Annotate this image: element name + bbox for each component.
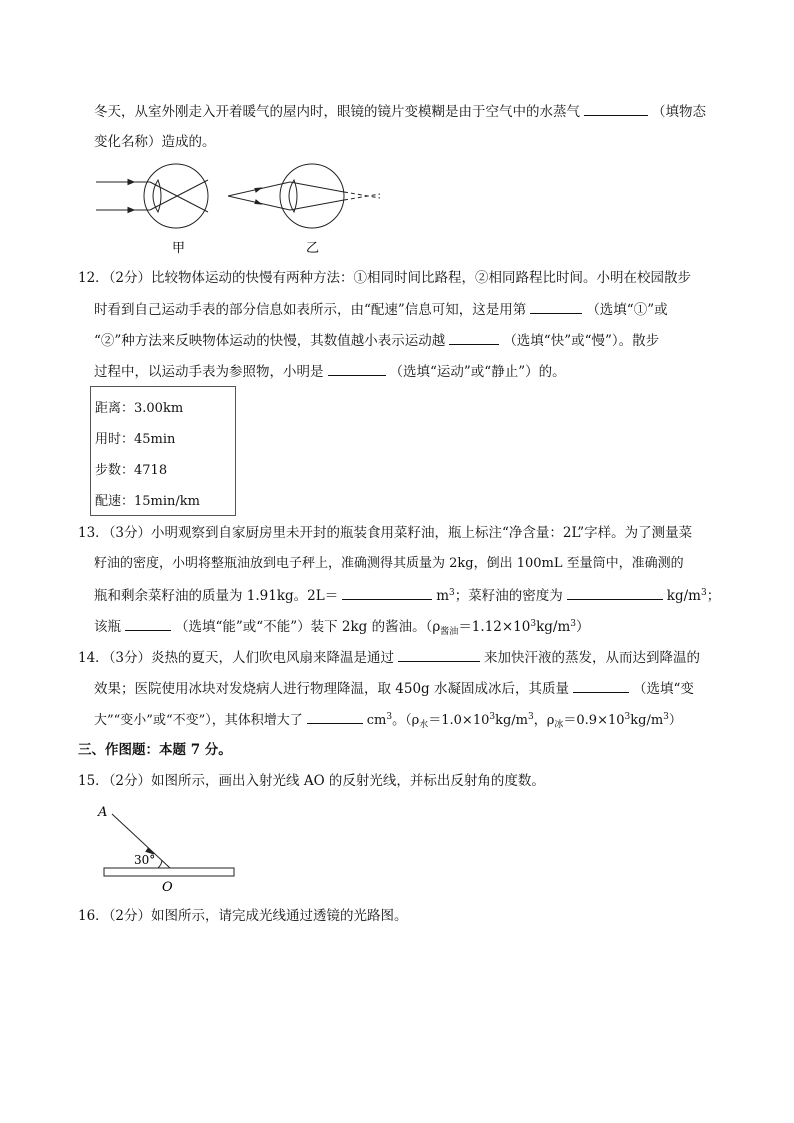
q13-line-1: 13．（3分）小明观察到自家厨房里未开封的瓶装食用菜籽油，瓶上标注“净含量：2L”字样。为了测量菜	[78, 525, 693, 541]
reflection-diagram	[92, 800, 242, 895]
eye-diagrams	[90, 160, 390, 260]
q12-line-4: 过程中，以运动手表为参照物，小明是 （选填“运动”或“静止”）的。	[94, 361, 724, 382]
q14-blank-2[interactable]	[573, 678, 629, 693]
q11-answer-blank[interactable]	[584, 101, 648, 116]
q12-blank-3[interactable]	[328, 361, 386, 376]
q12-number: 12．	[78, 270, 109, 286]
q13-line-3: 瓶和剩余菜籽油的质量为 1.91kg。$2L= m^3$；菜籽油的密度为 $kg/m^3$；	[94, 585, 724, 606]
q12-line-1: 12．（2分）比较物体运动的快慢有两种方法：①相同时间比路程，②相同路程比时间。小明在校园散步	[78, 270, 692, 286]
q13-blank-density[interactable]	[567, 585, 663, 600]
table-row: 距离：3.00km	[95, 401, 184, 416]
q16-line-1: 16．（2分）如图所示，请完成光线通过透镜的光路图。	[78, 908, 408, 924]
figure-label-yi: 乙	[306, 241, 320, 256]
q12-blank-1[interactable]	[530, 299, 582, 314]
q14-line-3: 大”“变小”或“不变”），其体积增大了 $cm^3$。（$\rho_水=1.0\times 10^3kg/m^3$，$\rho_冰=0.9\times 10^3kg/m^3$）	[94, 709, 724, 731]
label-O: O	[162, 880, 173, 895]
figure-label-jia: 甲	[172, 241, 186, 256]
q13-line-2: 籽油的密度，小明将整瓶油放到电子秤上，准确测得其质量为 2kg，倒出 100mL 至量筒中，准确测的	[94, 556, 684, 571]
angle-label: 30°	[134, 853, 156, 867]
q14-line-2: 效果；医院使用冰块对发烧病人进行物理降温，取 450g 水凝固成冰后，其质量 （选填“变	[94, 678, 724, 699]
q13-blank-can[interactable]	[125, 616, 171, 631]
eye-figure-yi	[228, 164, 380, 228]
q13-blank-volume[interactable]	[342, 585, 432, 600]
q11-line-2: 变化名称）造成的。	[94, 134, 216, 150]
q14-blank-3[interactable]	[307, 709, 363, 724]
q15-number: 15．	[78, 773, 109, 789]
q14-blank-1[interactable]	[398, 647, 480, 662]
q16-number: 16．	[78, 908, 109, 924]
q12-blank-2[interactable]	[449, 330, 499, 345]
q14-line-1: 14．（3分）炎热的夏天，人们吹电风扇来降温是通过 来加快汗液的蒸发，从而达到降温的	[78, 647, 728, 668]
q12-line-2: 时看到自己运动手表的部分信息如表所示，由“配速”信息可知，这是用第 （选填“①”或	[94, 299, 724, 320]
q15-line-1: 15．（2分）如图所示，画出入射光线 AO 的反射光线，并标出反射角的度数。	[78, 773, 545, 789]
table-row: 配速：15min/km	[95, 494, 200, 509]
q11-text: 冬天，从室外刚走入开着暖气的屋内时，眼镜的镜片变模糊是由于空气中的水蒸气	[94, 104, 580, 120]
angle-arc	[158, 860, 162, 868]
watch-info-table	[90, 386, 236, 516]
table-row: 用时：45min	[95, 432, 176, 447]
q13-number: 13．	[78, 525, 109, 541]
eye-figure-jia	[96, 164, 208, 228]
mirror-surface	[104, 868, 234, 876]
section-3-title: 三、作图题：本题 7 分。	[78, 742, 232, 758]
q12-line-3: “②”种方法来反映物体运动的快慢，其数值越小表示运动越 （选填“快”或“慢”）。散步	[94, 330, 724, 351]
q13-line-4: 该瓶 （选填“能”或“不能”）装下 2kg 的酱油。$(\rho_{酱油}=1.12\times 10^3kg/m^3)$	[94, 616, 724, 637]
table-row: 步数：4718	[95, 463, 168, 478]
q14-number: 14．	[78, 650, 109, 666]
label-A: A	[98, 805, 108, 820]
q11-line-1: 冬天，从室外刚走入开着暖气的屋内时，眼镜的镜片变模糊是由于空气中的水蒸气 （填物态	[94, 101, 724, 122]
